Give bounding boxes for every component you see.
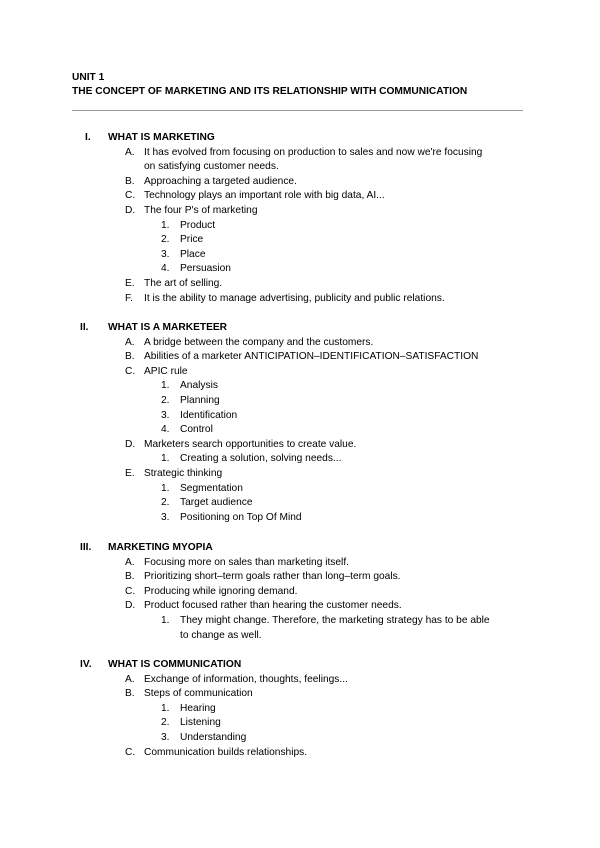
list-item-label: D.: [125, 600, 136, 612]
list-item-label: B.: [125, 175, 135, 187]
list-item-label: E.: [125, 278, 135, 289]
document-title: THE CONCEPT OF MARKETING AND ITS RELATIONSHIP WITH COMMUNICATION: [72, 86, 468, 97]
sublist-item-label: 2.: [161, 717, 170, 729]
list-item-text: Focusing more on sales than marketing itself.: [144, 556, 349, 568]
list-item-label: D.: [125, 438, 136, 450]
sublist-item-label: 3.: [161, 511, 170, 523]
list-item-text: Technology plays an important role with big data, AI...: [144, 190, 385, 202]
sublist-item-label: 3.: [161, 732, 170, 743]
sublist-item-label: 3.: [161, 248, 170, 260]
sublist-item-label: 2.: [161, 497, 170, 509]
sublist-item-text: Listening: [180, 717, 221, 729]
list-item-label: A.: [125, 336, 135, 348]
sublist-item-text: Place: [180, 248, 206, 260]
list-item-label: B.: [125, 688, 135, 700]
list-item-text: Strategic thinking: [144, 468, 223, 479]
sublist-item-text: Analysis: [180, 380, 218, 392]
sublist-item-label: 3.: [161, 409, 170, 421]
sublist-item-text: Persuasion: [180, 263, 231, 275]
list-item-text: Steps of communication: [144, 688, 253, 700]
sublist-item-text: Planning: [180, 395, 220, 406]
section-number: II.: [80, 322, 89, 333]
list-item-label: C.: [125, 190, 136, 202]
list-item-label: C.: [125, 365, 136, 377]
list-item-text: Approaching a targeted audience.: [144, 175, 297, 187]
list-item-text: Prioritizing short–term goals rather than long–term goals.: [144, 571, 401, 583]
section-number: IV.: [80, 659, 92, 670]
sublist-item-label: 4.: [161, 263, 170, 275]
list-item-text: Marketers search opportunities to create value.: [144, 438, 357, 450]
list-item-text: It is the ability to manage advertising, publicity and public relations.: [144, 292, 445, 304]
section-heading: WHAT IS A MARKETEER: [108, 322, 228, 333]
list-item-text: on satisfying customer needs.: [144, 161, 279, 173]
section-number: III.: [80, 542, 92, 553]
list-item-text: APIC rule: [144, 365, 188, 377]
title-divider: [72, 110, 523, 111]
list-item-label: B.: [125, 571, 135, 583]
list-item-label: A.: [125, 673, 135, 685]
list-item-text: Exchange of information, thoughts, feelings...: [144, 673, 348, 685]
sublist-item-text: Positioning on Top Of Mind: [180, 511, 302, 523]
sublist-item-label: 4.: [161, 424, 170, 436]
list-item-text: The four P's of marketing: [144, 205, 258, 216]
list-item-label: E.: [125, 468, 135, 479]
list-item-text: Producing while ignoring demand.: [144, 585, 298, 597]
list-item-label: F.: [125, 292, 133, 304]
list-item-text: It has evolved from focusing on production to sales and now we're focusing: [144, 146, 483, 158]
sublist-item-text: Hearing: [180, 702, 216, 714]
sublist-item-text: Product: [180, 219, 216, 231]
list-item-label: A.: [125, 556, 135, 568]
section-heading: WHAT IS MARKETING: [108, 132, 215, 143]
section-number: I.: [85, 132, 91, 143]
sublist-item-text: Segmentation: [180, 482, 243, 494]
sublist-item-label: 2.: [161, 234, 170, 246]
sublist-item-text: Understanding: [180, 732, 247, 743]
list-item-label: C.: [125, 585, 136, 597]
section-heading: MARKETING MYOPIA: [108, 542, 213, 553]
list-item-text: A bridge between the company and the customers.: [144, 336, 374, 348]
list-item-label: A.: [125, 146, 135, 158]
list-item-label: B.: [125, 351, 135, 363]
sublist-item-label: 1.: [161, 219, 170, 231]
sublist-item-text: They might change. Therefore, the marketing strategy has to be able: [180, 615, 490, 626]
sublist-item-label: 1.: [161, 482, 170, 494]
list-item-label: C.: [125, 746, 136, 758]
sublist-item-text: Control: [180, 424, 213, 436]
list-item-text: Communication builds relationships.: [144, 746, 308, 758]
unit-label: UNIT 1: [72, 72, 105, 83]
sublist-item-label: 2.: [161, 395, 170, 406]
sublist-item-label: 1.: [161, 702, 170, 714]
section-heading: WHAT IS COMMUNICATION: [108, 659, 242, 670]
sublist-item-label: 1.: [161, 453, 170, 465]
sublist-item-text: to change as well.: [180, 629, 262, 641]
sublist-item-text: Target audience: [180, 497, 253, 509]
sublist-item-text: Creating a solution, solving needs...: [180, 453, 342, 465]
list-item-label: D.: [125, 205, 136, 216]
list-item-text: Abilities of a marketer ANTICIPATION–IDENTIFICATION–SATISFACTION: [144, 351, 479, 363]
list-item-text: The art of selling.: [144, 278, 223, 289]
sublist-item-label: 1.: [161, 615, 170, 626]
sublist-item-text: Price: [180, 234, 204, 246]
sublist-item-text: Identification: [180, 409, 238, 421]
list-item-text: Product focused rather than hearing the customer needs.: [144, 600, 402, 612]
sublist-item-label: 1.: [161, 380, 170, 392]
